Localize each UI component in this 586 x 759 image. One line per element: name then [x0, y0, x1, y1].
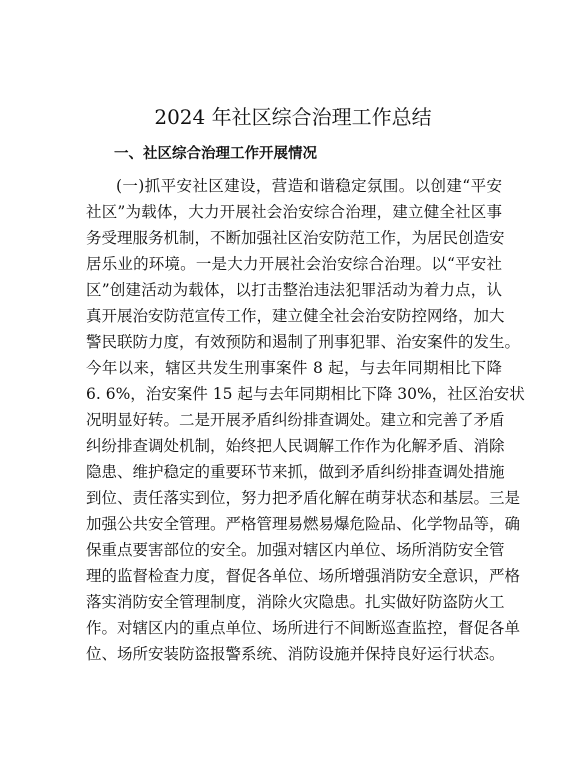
paragraph-line: 务受理服务机制，不断加强社区治安防范工作，为居民创造安 [86, 229, 505, 247]
paragraph-line: 到位、责任落实到位，努力把矛盾化解在萌芽状态和基层。三是 [86, 489, 521, 507]
document-title: 2024 年社区综合治理工作总结 [154, 105, 432, 129]
paragraph-line: 作。对辖区内的重点单位、场所进行不间断巡查监控，督促各单 [86, 619, 521, 637]
paragraph-line: 警民联防力度，有效预防和遏制了刑事犯罪、治安案件的发生。 [86, 333, 521, 351]
body-paragraph [86, 173, 525, 667]
paragraph-line: 区”创建活动为载体，以打击整治违法犯罪活动为着力点，认 [86, 281, 502, 299]
paragraph-line: 加强公共安全管理。严格管理易燃易爆危险品、化学物品等，确 [86, 515, 521, 533]
paragraph-line: 今年以来，辖区共发生刑事案件 8 起，与去年同期相比下降 [86, 359, 502, 377]
paragraph-line: 位、场所安装防盗报警系统、消防设施并保持良好运行状态。 [86, 645, 505, 663]
section-heading: 一、社区综合治理工作开展情况 [114, 146, 317, 162]
paragraph-line: 6. 6%，治安案件 15 起与去年同期相比下降 30%，社区治安状 [86, 385, 525, 403]
paragraph-line: 隐患、维护稳定的重要环节来抓，做到矛盾纠纷排查调处措施 [86, 463, 505, 481]
paragraph-line: 保重点要害部位的安全。加强对辖区内单位、场所消防安全管 [86, 541, 505, 559]
paragraph-line: 落实消防安全管理制度，消除火灾隐患。扎实做好防盗防火工 [86, 593, 505, 611]
paragraph-line: (一)抓平安社区建设，营造和谐稳定氛围。以创建“平安 [116, 177, 502, 195]
paragraph-line: 理的监督检查力度，督促各单位、场所增强消防安全意识，严格 [86, 567, 521, 585]
paragraph-line: 真开展治安防范宣传工作，建立健全社会治安防控网络，加大 [86, 307, 505, 325]
paragraph-line: 纠纷排查调处机制，始终把人民调解工作作为化解矛盾、消除 [86, 437, 505, 455]
paragraph-line: 社区”为载体，大力开展社会治安综合治理，建立健全社区事 [86, 203, 502, 221]
paragraph-line: 居乐业的环境。一是大力开展社会治安综合治理。以“平安社 [86, 255, 502, 273]
paragraph-line: 况明显好转。二是开展矛盾纠纷排查调处。建立和完善了矛盾 [86, 411, 505, 429]
